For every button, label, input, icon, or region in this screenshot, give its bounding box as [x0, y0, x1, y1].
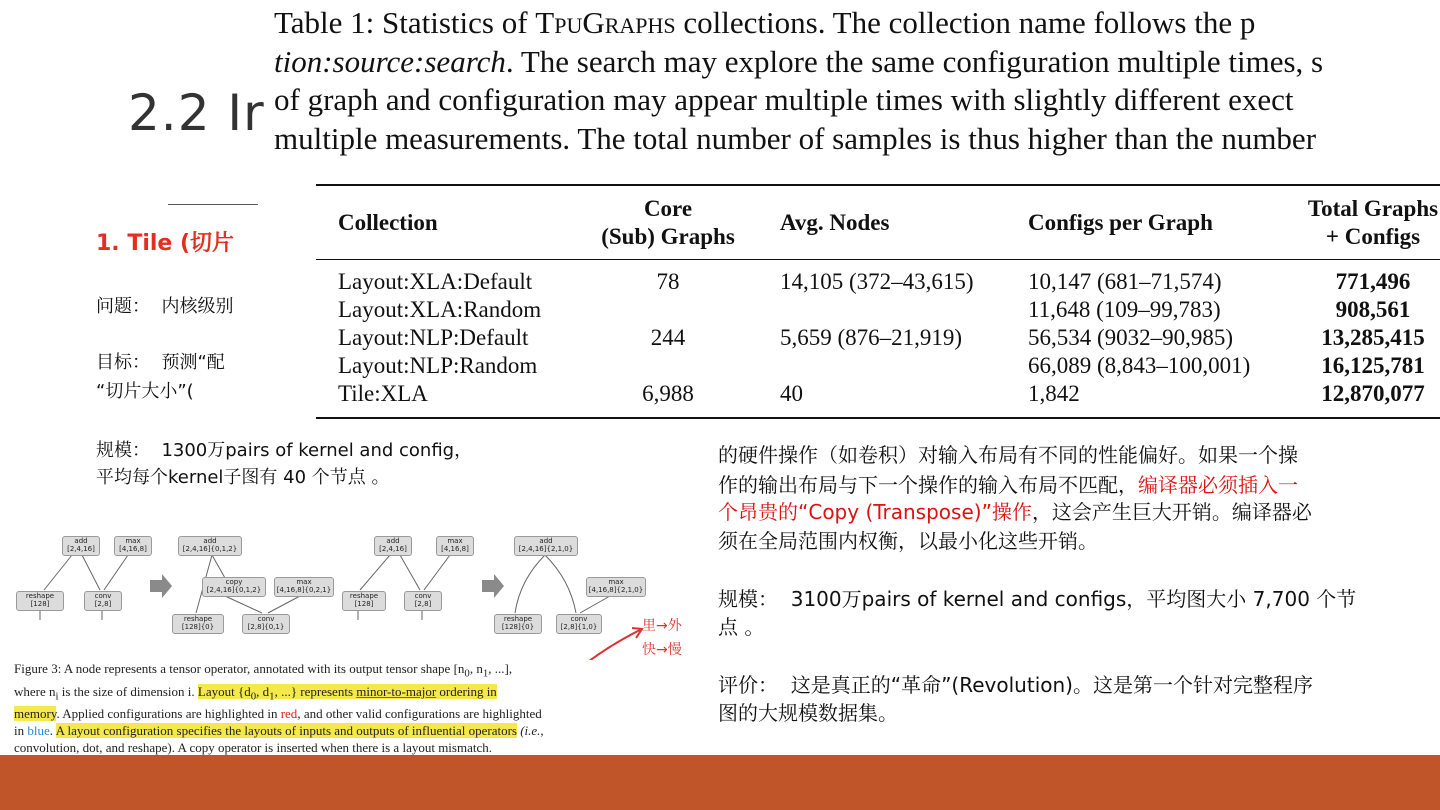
table-bottom-rule	[316, 417, 1440, 419]
node-copy: copy [2,4,16]{0,1,2}	[202, 577, 266, 597]
node-conv: conv [2,8]{1,0}	[556, 614, 602, 634]
right-line-1: 的硬件操作（如卷积）对输入布局有不同的性能偏好。如果一个操	[718, 443, 1298, 467]
table-row: Layout:XLA:Default 78 14,105 (372–43,615) 10,147 (681–71,574) 771,496	[338, 269, 1411, 294]
table-body	[268, 268, 1440, 408]
header-total: Total Graphs + Configs	[1307, 196, 1439, 249]
node-conv: conv [2,8]	[404, 591, 442, 611]
right-eval-line-2: 图的大规模数据集。	[718, 701, 898, 725]
caption-line-2: tion:source:search. The search may explore the same configuration multiple times, s	[274, 43, 1324, 79]
caption-line-1: Table 1: Statistics of TpuGraphs collections. The collection name follows the p	[274, 5, 1256, 40]
node-add: add [2,4,16]	[374, 536, 412, 556]
header-collection: Collection	[338, 210, 438, 235]
node-max: max [4,16,8]	[114, 536, 152, 556]
node-add: add [2,4,16]{0,1,2}	[178, 536, 242, 556]
right-line-2: 作的输出布局与下一个操作的输入布局不匹配，编译器必须插入一	[718, 473, 1298, 497]
section-title: 2.2 Ir	[128, 84, 265, 142]
caption-line-4: multiple measurements. The total number of samples is thus higher than the number	[274, 120, 1317, 156]
table-row: Layout:XLA:Random 11,648 (109–99,783) 908,561	[338, 297, 1411, 322]
tile-heading: 1. Tile (切片	[96, 231, 235, 256]
right-scale-line-1: 规模： 3100万pairs of kernel and configs，平均图大小 7,700 个节	[718, 587, 1357, 611]
table-row: Layout:NLP:Random 66,089 (8,843–100,001) 16,125,781	[338, 353, 1425, 378]
node-max: max [4,16,8]{0,2,1}	[274, 577, 334, 597]
right-eval-line-1: 评价： 这是真正的“革命”(Revolution)。这是第一个针对完整程序	[718, 673, 1313, 697]
node-add: add [2,4,16]{2,1,0}	[514, 536, 578, 556]
right-line-3: 个昂贵的“Copy (Transpose)”操作，这会产生巨大开销。编译器必	[718, 500, 1312, 524]
figure-caption: Figure 3: A node represents a tensor operator, annotated with its output tensor shape [$n_0$, $n_1$, ...], where $n_i$ is the size of dimension i. Layout {$d_0$, $d_1$, ...} represents minor-to-major ordering in memory. Applied configurations are highlighted in red, and other valid configurations are highlighted in blue. A layout configuration specifies the layouts of inputs and outputs of influential operators (i.e., convolution, dot, and reshape). A copy operator is inserted when there is a layout mismatch.	[14, 661, 544, 755]
caption-line-3: of graph and configuration may appear multiple times with slightly different exect	[274, 82, 1294, 117]
node-reshape: reshape [128]{0}	[494, 614, 542, 634]
table-top-rule	[316, 184, 1440, 186]
node-reshape: reshape [128]{0}	[172, 614, 224, 634]
node-reshape: reshape [128]	[342, 591, 386, 611]
table-row: Layout:NLP:Default 244 5,659 (876–21,919) 56,534 (9032–90,985) 13,285,415	[338, 325, 1425, 350]
goal-line-2: “切片大小”(	[96, 381, 194, 402]
bottom-accent-band	[0, 755, 1440, 810]
table-row: Tile:XLA 6,988 40 1,842 12,870,077	[338, 381, 1425, 406]
handwritten-annotation: 里→外 快→慢	[642, 618, 682, 658]
node-conv: conv [2,8]	[84, 591, 122, 611]
scale-line-2: 平均每个kernel子图有 40 个节点 。	[96, 467, 390, 488]
header-core: Core (Sub) Graphs	[601, 196, 735, 249]
table-mid-rule	[316, 259, 1440, 260]
node-max: max [4,16,8]{2,1,0}	[586, 577, 646, 597]
table-snippet	[268, 0, 1440, 432]
node-conv: conv [2,8]{0,1}	[242, 614, 290, 634]
header-avg-nodes: Avg. Nodes	[780, 210, 890, 235]
right-text-box	[708, 432, 1440, 752]
scale-line-1: 规模： 1300万pairs of kernel and config，	[96, 440, 473, 461]
right-scale-line-2: 点 。	[718, 615, 765, 639]
node-add: add [2,4,16]	[62, 536, 100, 556]
goal-line-1: 目标： 预测“配	[96, 352, 225, 373]
problem-line: 问题： 内核级别	[96, 296, 234, 317]
node-reshape: reshape [128]	[16, 591, 64, 611]
figure-snippet	[0, 500, 708, 755]
node-max: max [4,16,8]	[436, 536, 474, 556]
title-divider	[168, 204, 258, 205]
table-caption	[274, 4, 1323, 158]
right-line-4: 须在全局范围内权衡，以最小化这些开销。	[718, 529, 1098, 553]
header-configs: Configs per Graph	[1028, 210, 1213, 235]
